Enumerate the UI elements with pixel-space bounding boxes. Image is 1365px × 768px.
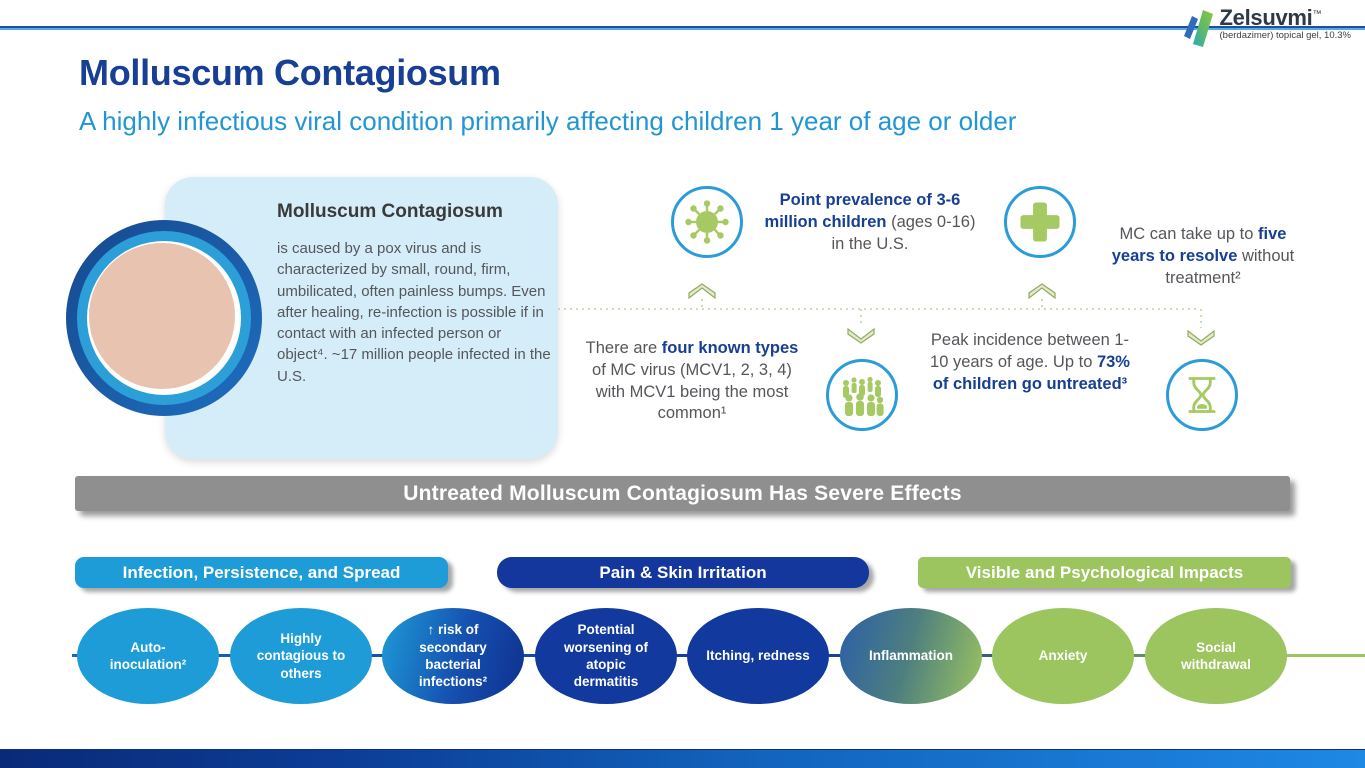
fact-resolve-pre: MC can take up to [1119,225,1259,243]
effect-secondary-infections [382,608,524,704]
brand-name-label: Zelsuvmi [1219,5,1313,30]
zelsuvmi-logo-text [1220,7,1351,41]
effect-label: Inflammation [868,648,953,664]
fact-types-bold: four known types [661,339,799,357]
effect-itching-redness [687,608,829,704]
virus-icon [683,198,731,246]
effect-inflammation [840,608,982,704]
fact-untreated-pre: Peak incidence between 1-10 years of age. Up to [930,331,1130,371]
effect-atopic-dermatitis [535,608,677,704]
effect-label: Social withdrawal [1181,639,1251,672]
chevron-up-icon [1027,283,1057,299]
lesion-photo-ring [66,220,262,416]
hourglass-icon [1180,373,1224,417]
medical-cross-icon [1017,199,1063,245]
category-label: Infection, Persistence, and Spread [122,562,401,582]
effect-label: Auto-inoculation² [109,639,187,672]
category-label: Visible and Psychological Impacts [965,562,1244,582]
fact-untreated-bold: 73% of children go untreated³ [932,352,1130,393]
chevron-down-icon [1186,330,1216,346]
top-divider-rule [0,26,1365,30]
effect-anxiety [992,608,1134,704]
chevron-down-icon [846,328,876,344]
effect-label: Itching, redness [706,648,810,664]
trademark-symbol: ™ [1312,8,1322,19]
fact-prevalence-rest: (ages 0-16) in the U.S. [831,212,976,253]
effect-label: Highly contagious to others [256,631,346,681]
effect-social-withdrawal [1145,608,1287,704]
severe-effects-banner [75,476,1290,511]
page-title: Molluscum Contagiosum [79,52,501,93]
fact-types-rest: of MC virus (MCV1, 2, 3, 4) with MCV1 being the most common¹ [592,360,792,423]
lesion-photo [89,243,235,389]
about-card-heading: Molluscum Contagiosum [277,201,503,222]
medical-cross-icon-circle [1004,186,1076,258]
fact-resolve-bold: five years to resolve [1111,225,1287,265]
crowd-people-icon [838,373,886,417]
about-card-body: is caused by a pox virus and is characterized by small, round, firm, umbilicated, often painless bumps. Even after healing, re-infection is possible if in contact with an infected person or object⁴. ~17 million people infected in the U.S. [277,240,551,385]
fact-virus-types [583,338,801,425]
crowd-icon-circle [826,359,898,431]
effect-auto-inoculation [77,608,219,704]
fact-types-pre: There are [585,339,662,357]
fact-untreated [922,330,1138,395]
category-pain-skin-irritation [497,557,869,588]
fact-resolve [1096,224,1310,289]
effect-label: ↑ risk of secondary bacterial infections² [418,622,488,690]
zelsuvmi-logo-icon [1182,7,1216,47]
category-visible-psychological-impacts [918,557,1291,588]
fact-resolve-rest: without treatment² [1165,246,1295,287]
fact-prevalence-bold: Point prevalence of 3-6 million children [764,191,961,231]
brand-tagline: (berdazimer) topical gel, 10.3% [1219,30,1351,41]
effect-highly-contagious [230,608,372,704]
brand-name [1220,7,1351,29]
severe-effects-banner-text: Untreated Molluscum Contagiosum Has Severe Effects [403,481,962,505]
page-subtitle: A highly infectious viral condition primarily affecting children 1 year of age or older [79,106,1017,136]
effect-label: Potential worsening of atopic dermatitis [564,622,648,690]
chevron-up-icon [687,283,717,299]
hourglass-icon-circle [1166,359,1238,431]
footer-bar [0,749,1365,768]
zelsuvmi-logo [1182,7,1351,47]
virus-icon-circle [671,186,743,258]
effect-label: Anxiety [1038,648,1088,664]
fact-prevalence [762,190,978,255]
category-infection-persistence-spread [75,557,448,588]
category-label: Pain & Skin Irritation [599,562,767,582]
